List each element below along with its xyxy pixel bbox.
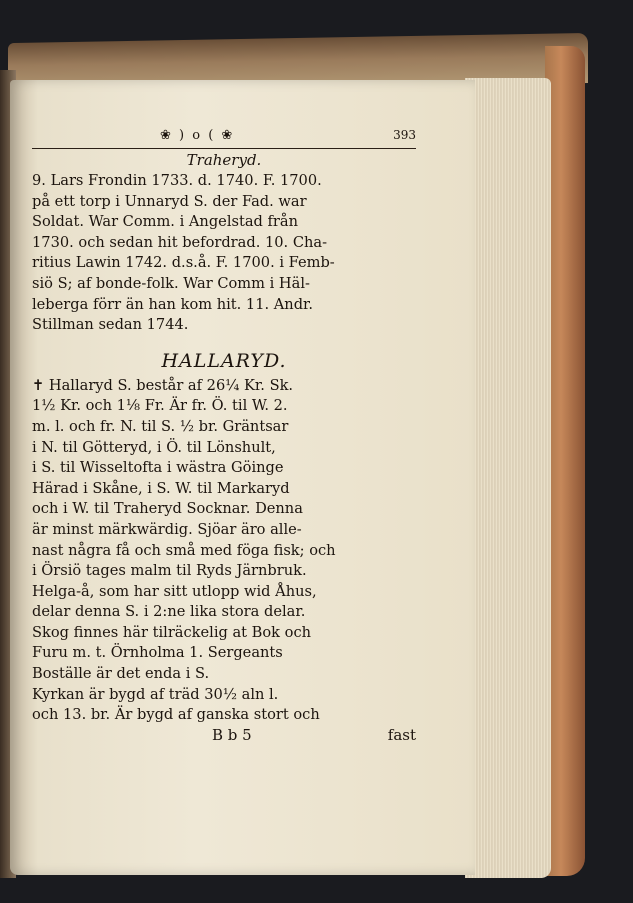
text-line: är minst märkwärdig. Sjöar äro alle- bbox=[32, 520, 302, 538]
text-line: Furu m. t. Örnholma 1. Sergeants bbox=[32, 644, 283, 662]
section-subheading: Traheryd. bbox=[186, 151, 262, 169]
text-line: nast några få och små med föga fisk; och bbox=[32, 541, 336, 559]
header-rule bbox=[32, 148, 416, 149]
text-line: Härad i Skåne, i S. W. til Markaryd bbox=[32, 479, 290, 497]
running-header bbox=[32, 128, 416, 146]
paragraph-hallaryd bbox=[32, 376, 416, 726]
catchword: fast bbox=[387, 725, 416, 744]
text-line: Soldat. War Comm. i Angelstad från bbox=[32, 213, 298, 231]
text-line: Stillman sedan 1744. bbox=[32, 316, 189, 334]
text-line: ✝ Hallaryd S. består af 26¼ Kr. Sk. bbox=[32, 376, 294, 394]
text-line: Skog finnes här tilräckelig at Bok och bbox=[32, 623, 312, 641]
book-cover bbox=[545, 46, 585, 876]
signature-mark: B b 5 bbox=[212, 725, 252, 744]
text-line: och i W. til Traheryd Socknar. Denna bbox=[32, 500, 303, 518]
text-line: i S. til Wisseltofta i wästra Göinge bbox=[32, 459, 284, 477]
section-heading: HALLARYD. bbox=[161, 349, 287, 372]
text-line: i Örsiö tages malm til Ryds Järnbruk. bbox=[32, 562, 307, 580]
text-line: siö S; af bonde-folk. War Comm i Häl- bbox=[32, 274, 310, 292]
text-line: i N. til Götteryd, i Ö. til Lönshult, bbox=[32, 438, 276, 456]
text-line: och 13. br. Är bygd af ganska stort och bbox=[32, 706, 320, 724]
text-line: ritius Lawin 1742. d.s.å. F. 1700. i Femb- bbox=[32, 254, 335, 272]
page-number: 393 bbox=[393, 128, 416, 142]
text-line: 1½ Kr. och 1⅛ Fr. Är fr. Ö. til W. 2. bbox=[32, 397, 288, 415]
page-footer bbox=[32, 726, 416, 746]
text-line: 9. Lars Frondin 1733. d. 1740. F. 1700. bbox=[32, 172, 322, 189]
page-text bbox=[32, 128, 416, 746]
text-line: på ett torp i Unnaryd S. der Fad. war bbox=[32, 192, 307, 210]
text-line: Boställe är det enda i S. bbox=[32, 665, 210, 683]
text-line: 1730. och sedan hit befordrad. 10. Cha- bbox=[32, 233, 328, 251]
text-line: m. l. och fr. N. til S. ½ br. Gräntsar bbox=[32, 417, 289, 435]
text-line: leberga förr än han kom hit. 11. Andr. bbox=[32, 295, 314, 313]
header-ornament: ❀ ) o ( ❀ bbox=[160, 128, 235, 143]
text-line: delar denna S. i 2:ne lika stora delar. bbox=[32, 603, 306, 621]
page-stack bbox=[465, 78, 551, 878]
text-line: Helga-å, som har sitt utlopp wid Åhus, bbox=[32, 582, 317, 600]
paragraph-traheryd bbox=[32, 171, 416, 336]
text-line: Kyrkan är bygd af träd 30½ aln l. bbox=[32, 685, 279, 703]
